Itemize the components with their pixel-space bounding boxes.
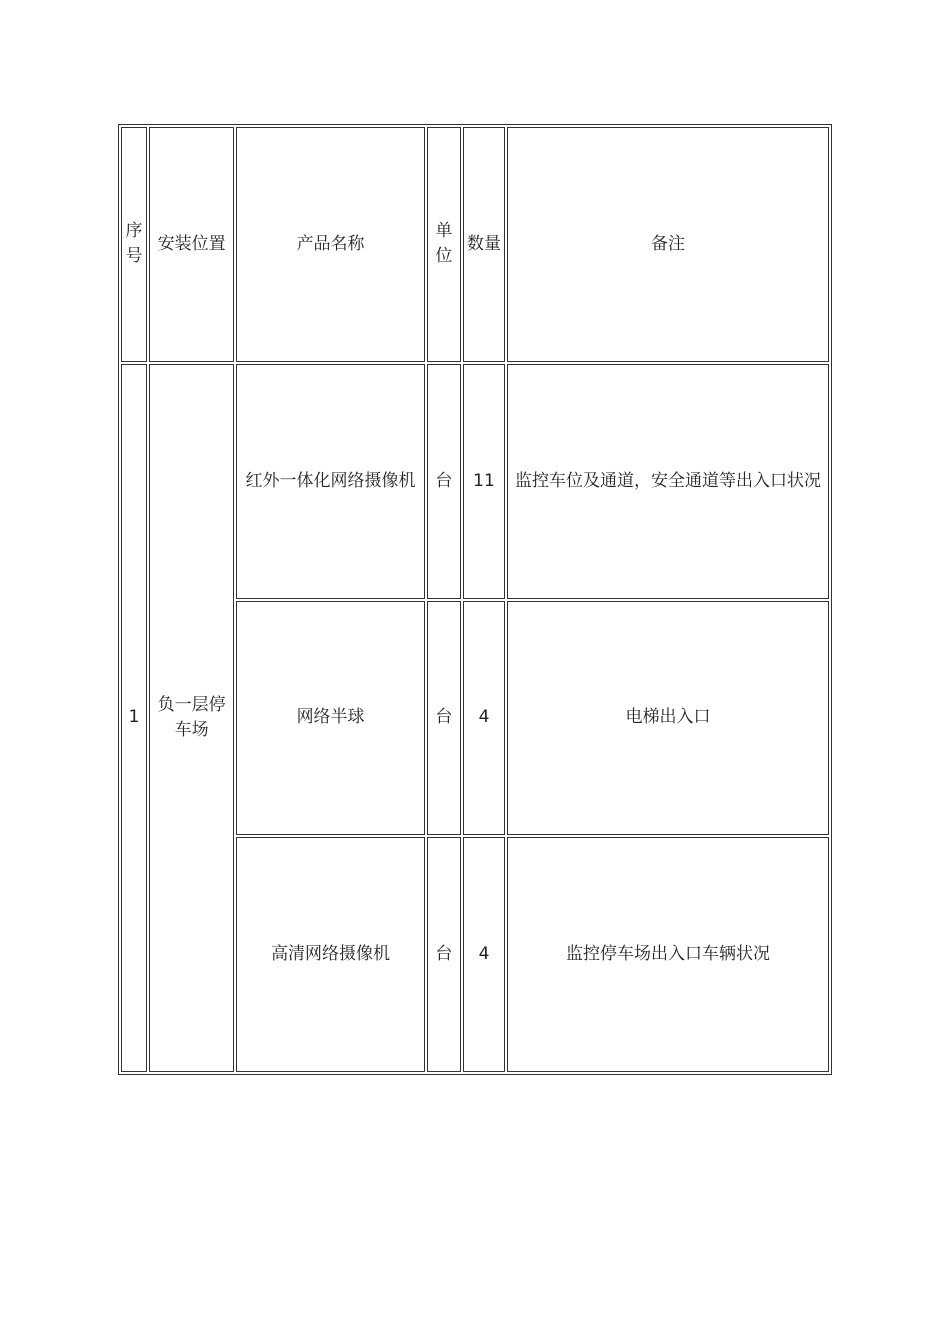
header-location: 安装位置 [149,127,234,362]
document-page [118,124,832,1075]
cell-quantity: 4 [463,837,505,1072]
cell-product: 网络半球 [236,601,425,836]
table-row [121,364,829,599]
cell-quantity: 4 [463,601,505,836]
header-product: 产品名称 [236,127,425,362]
cell-seq: 1 [121,364,147,1072]
equipment-table [118,124,832,1075]
cell-location: 负一层停车场 [149,364,234,1072]
cell-remark: 监控停车场出入口车辆状况 [507,837,829,1072]
cell-quantity: 11 [463,364,505,599]
cell-unit: 台 [427,601,461,836]
header-seq: 序号 [121,127,147,362]
cell-product: 红外一体化网络摄像机 [236,364,425,599]
cell-unit: 台 [427,364,461,599]
cell-remark: 电梯出入口 [507,601,829,836]
header-remark: 备注 [507,127,829,362]
cell-unit: 台 [427,837,461,1072]
table-header-row [121,127,829,362]
header-quantity: 数量 [463,127,505,362]
header-unit: 单位 [427,127,461,362]
cell-remark: 监控车位及通道，安全通道等出入口状况 [507,364,829,599]
cell-product: 高清网络摄像机 [236,837,425,1072]
